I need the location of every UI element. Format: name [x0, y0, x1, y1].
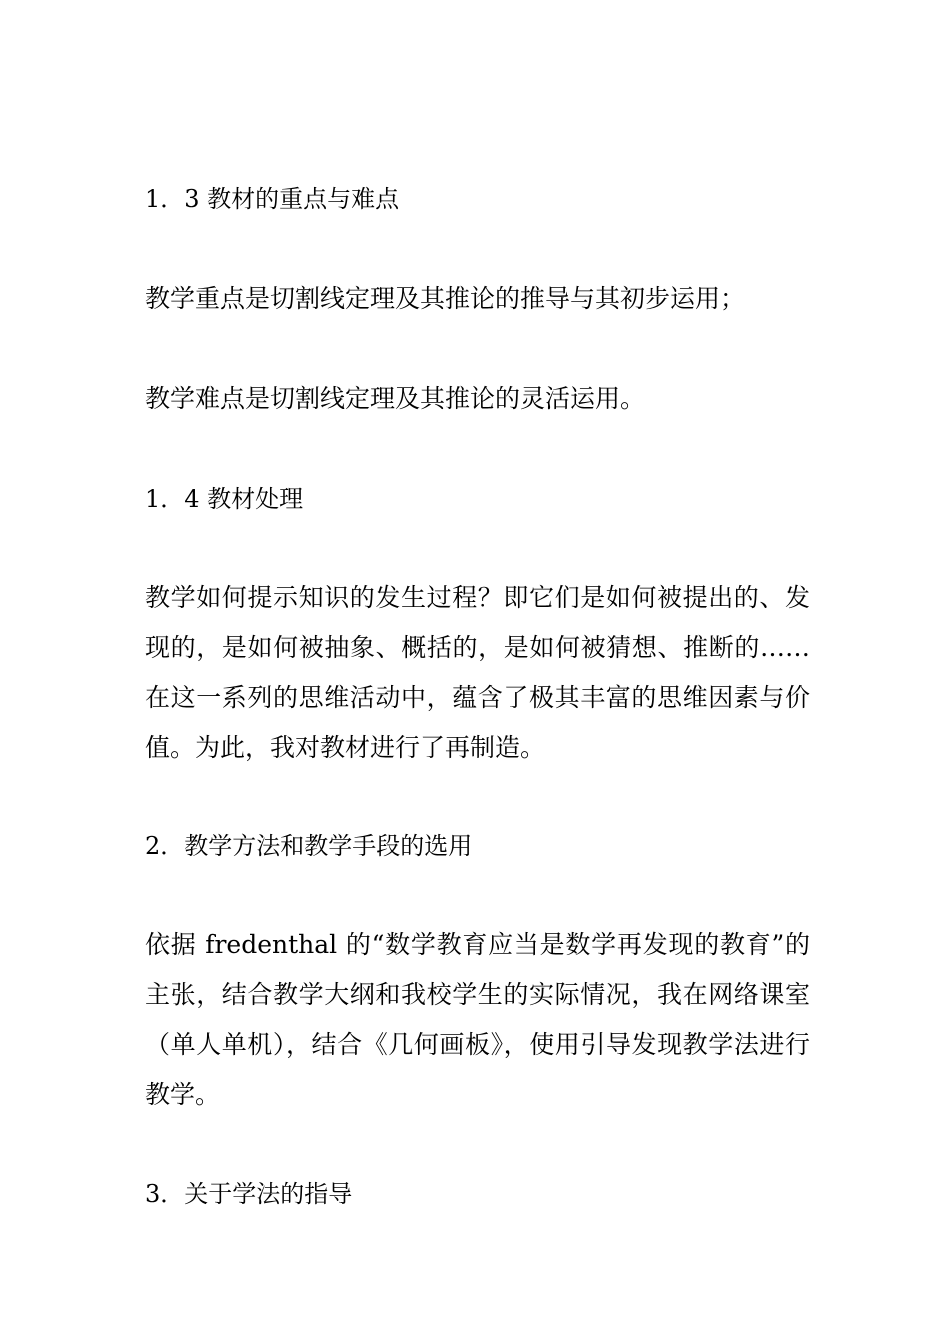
difficult-point-paragraph: 教学难点是切割线定理及其推论的灵活运用。 [145, 384, 646, 413]
section-heading-2: 2．教学方法和教学手段的选用 [145, 832, 473, 860]
section-heading-3: 3．关于学法的指导 [145, 1180, 353, 1208]
section-heading-1-3: 1．3 教材的重点与难点 [145, 185, 400, 213]
section-heading-1-4: 1．4 教材处理 [145, 485, 304, 513]
key-point-paragraph: 教学重点是切割线定理及其推论的推导与其初步运用； [145, 284, 746, 313]
methods-paragraph: 依据 fredenthal 的“数学教育应当是数学再发现的教育”的主张，结合教学大纲和我校学生的实际情况，我在网络课室（单人单机），结合《几何画板》，使用引导发现教学法进行教学。 [145, 930, 810, 1109]
material-processing-paragraph: 教学如何提示知识的发生过程？即它们是如何被提出的、发现的，是如何被抽象、概括的，是如何被猜想、推断的……在这一系列的思维活动中，蕴含了极其丰富的思维因素与价值。为此，我对教材进行了再制造。 [145, 583, 810, 762]
